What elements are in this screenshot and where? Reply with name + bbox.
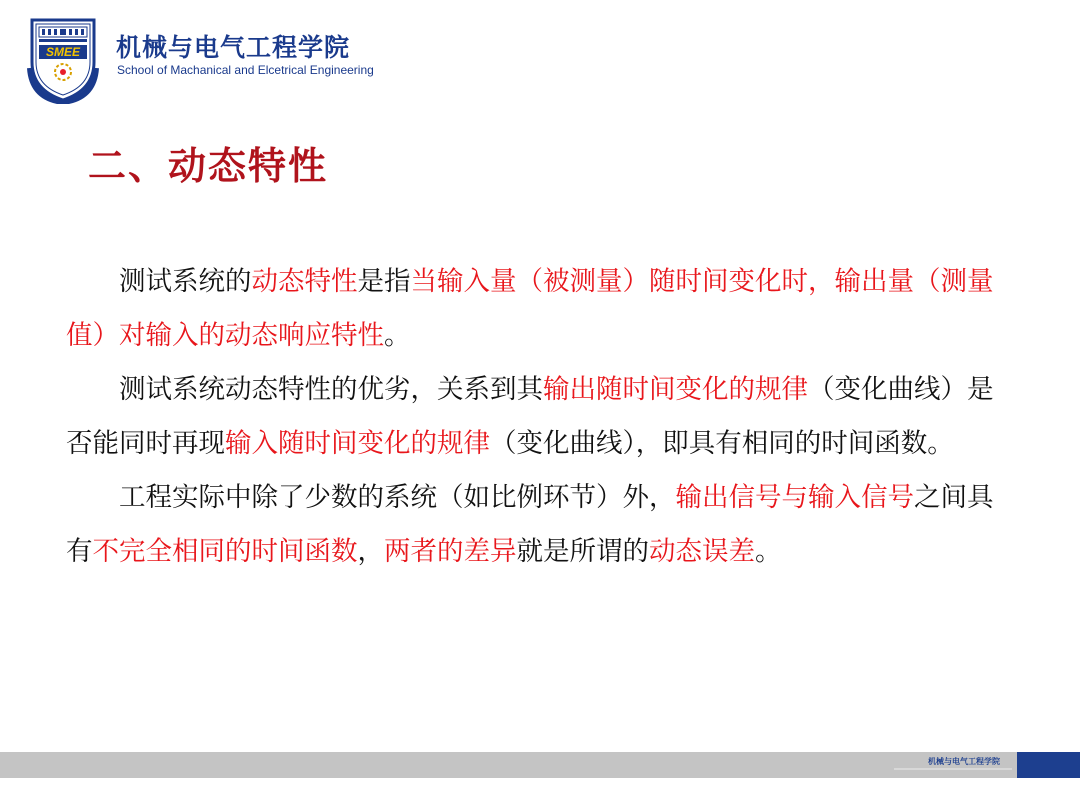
highlighted-text: 动态误差 <box>649 536 755 567</box>
highlighted-text: 动态特性 <box>251 266 358 297</box>
body-text: 之间具有 <box>66 482 994 567</box>
school-name-en: School of Machanical and Elcetrical Engineering <box>117 63 374 77</box>
footer-accent-block <box>1017 752 1080 778</box>
body-text: 。 <box>755 536 782 567</box>
body-text: 工程实际中除了少数的系统（如比例环节）外， <box>119 482 676 513</box>
school-name-cn: 机械与电气工程学院 <box>116 33 351 62</box>
highlighted-text: 当输入量（被测量）随时间变化时，输出量（测量值）对输入的动态响应特性 <box>66 266 994 351</box>
body-text: 测试系统动态特性的优劣，关系到其 <box>119 374 543 405</box>
paragraph <box>66 363 1006 471</box>
body-text: （变化曲线），即具有相同的时间函数。 <box>490 428 954 459</box>
body-text: 就是所谓的 <box>516 536 649 567</box>
highlighted-text: 输出信号与输入信号 <box>675 482 914 513</box>
body-text: ， <box>357 536 384 567</box>
body-text: （变化曲线）是否能同时再现 <box>66 374 994 459</box>
footer-subtitle-line <box>894 768 1012 770</box>
paragraph <box>66 255 1006 363</box>
body-text: 是指 <box>357 266 411 297</box>
body-text: 测试系统的 <box>119 266 252 297</box>
slide-body <box>66 255 1006 579</box>
highlighted-text: 两者的差异 <box>384 536 517 567</box>
highlighted-text: 不完全相同的时间函数 <box>92 536 358 567</box>
footer-bar <box>0 752 1080 778</box>
highlighted-text: 输入随时间变化的规律 <box>225 428 490 459</box>
footer-school-label: 机械与电气工程学院 <box>928 757 1000 766</box>
slide-title: 二、动态特性 <box>88 144 329 188</box>
paragraph <box>66 471 1006 579</box>
highlighted-text: 输出随时间变化的规律 <box>543 374 808 405</box>
school-logo-icon <box>22 12 104 104</box>
logo-text: SMEE <box>45 45 81 59</box>
body-text: 。 <box>384 320 411 351</box>
